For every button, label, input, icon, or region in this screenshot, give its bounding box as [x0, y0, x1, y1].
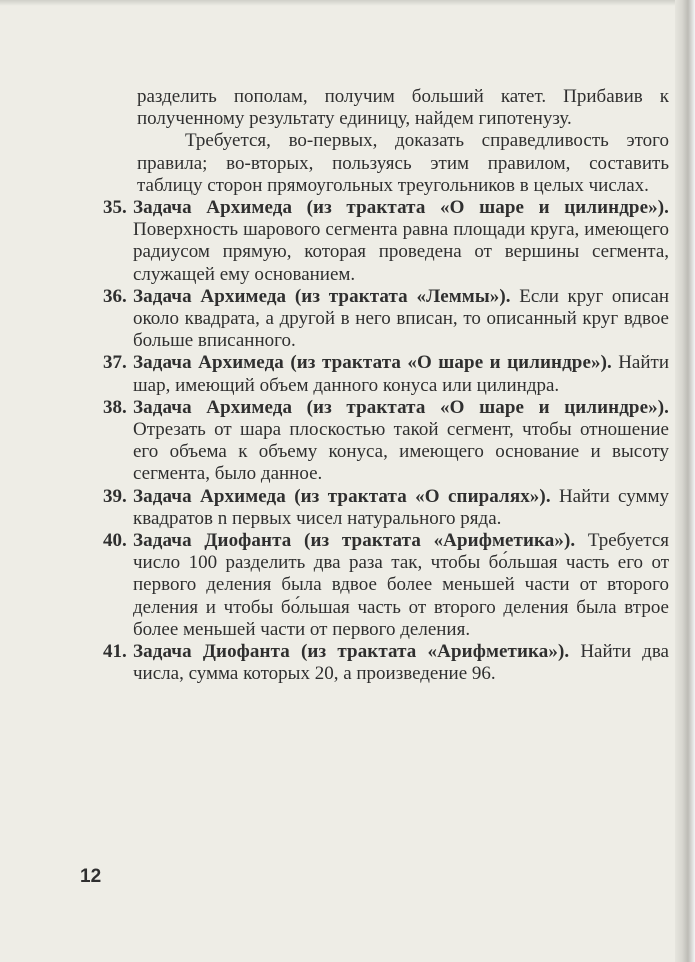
page-binding-edge — [675, 0, 695, 962]
problem-37 — [103, 352, 669, 396]
problem-41 — [103, 641, 669, 685]
problem-40 — [103, 530, 669, 641]
problem-number: 35. — [103, 197, 127, 219]
problem-heading: Задача Архимеда (из трактата «О спиралях»). — [133, 485, 551, 507]
problem-number: 36. — [103, 285, 127, 307]
problem-text: Найти шар, имеющий объем данного конуса или цилиндра. — [133, 352, 669, 396]
page-number: 12 — [80, 866, 102, 887]
problem-text: Найти сумму квадратов n первых чисел натурального ряда. — [133, 485, 669, 529]
problem-39 — [103, 486, 669, 530]
problem-text: Поверхность шарового сегмента равна площади круга, имеющего радиусом прямую, которая проведена от вершины сегмента, служащей ему основанием. — [133, 219, 669, 285]
problem-heading: Задача Архимеда (из трактата «О шаре и цилиндре»). — [133, 396, 669, 418]
problem-38 — [103, 397, 669, 486]
problem-number: 37. — [103, 352, 127, 374]
page-content — [103, 86, 669, 685]
problem-text: Требуется число 100 разделить два раза так, чтобы бо́льшая часть его от первого деления была вдвое более меньшей части от второго деления и чтобы бо́льшая часть от второго деления была втрое более меньшей части от первого деления. — [133, 530, 669, 640]
problem-number: 41. — [103, 641, 127, 663]
intro-requirement: Требуется, во-первых, доказать справедливость этого правила; во-вторых, пользуясь этим правилом, составить таблицу сторон прямоугольных треугольников в целых числах. — [137, 130, 669, 196]
problem-text: Если круг описан около квадрата, а другой в него вписан, то описанный круг вдвое больше вписанного. — [133, 285, 670, 352]
problem-heading: Задача Диофанта (из трактата «Арифметика»). — [133, 641, 570, 663]
problem-heading: Задача Архимеда (из трактата «О шаре и цилиндре»). — [133, 197, 669, 219]
problem-number: 39. — [103, 485, 127, 507]
problem-heading: Задача Архимеда (из трактата «О шаре и цилиндре»). — [133, 352, 612, 374]
problem-text: Отрезать от шара плоскостью такой сегмент, чтобы отношение его объема к объему конуса, имеющего основание и высоту сегмента, было данное. — [133, 419, 669, 485]
intro-continuation: разделить пополам, получим больший катет. Прибавив к полученному результату единицу, найдем гипотенузу. — [137, 86, 669, 130]
problem-number: 38. — [103, 396, 127, 418]
problem-heading: Задача Диофанта (из трактата «Арифметика»). — [133, 530, 576, 552]
problem-text: Найти два числа, сумма которых 20, а произведение 96. — [133, 641, 669, 685]
problem-36 — [103, 286, 669, 353]
problem-number: 40. — [103, 530, 127, 552]
page-top-shadow — [0, 0, 695, 6]
problem-heading: Задача Архимеда (из трактата «Леммы»). — [133, 285, 511, 307]
problem-35 — [103, 197, 669, 286]
